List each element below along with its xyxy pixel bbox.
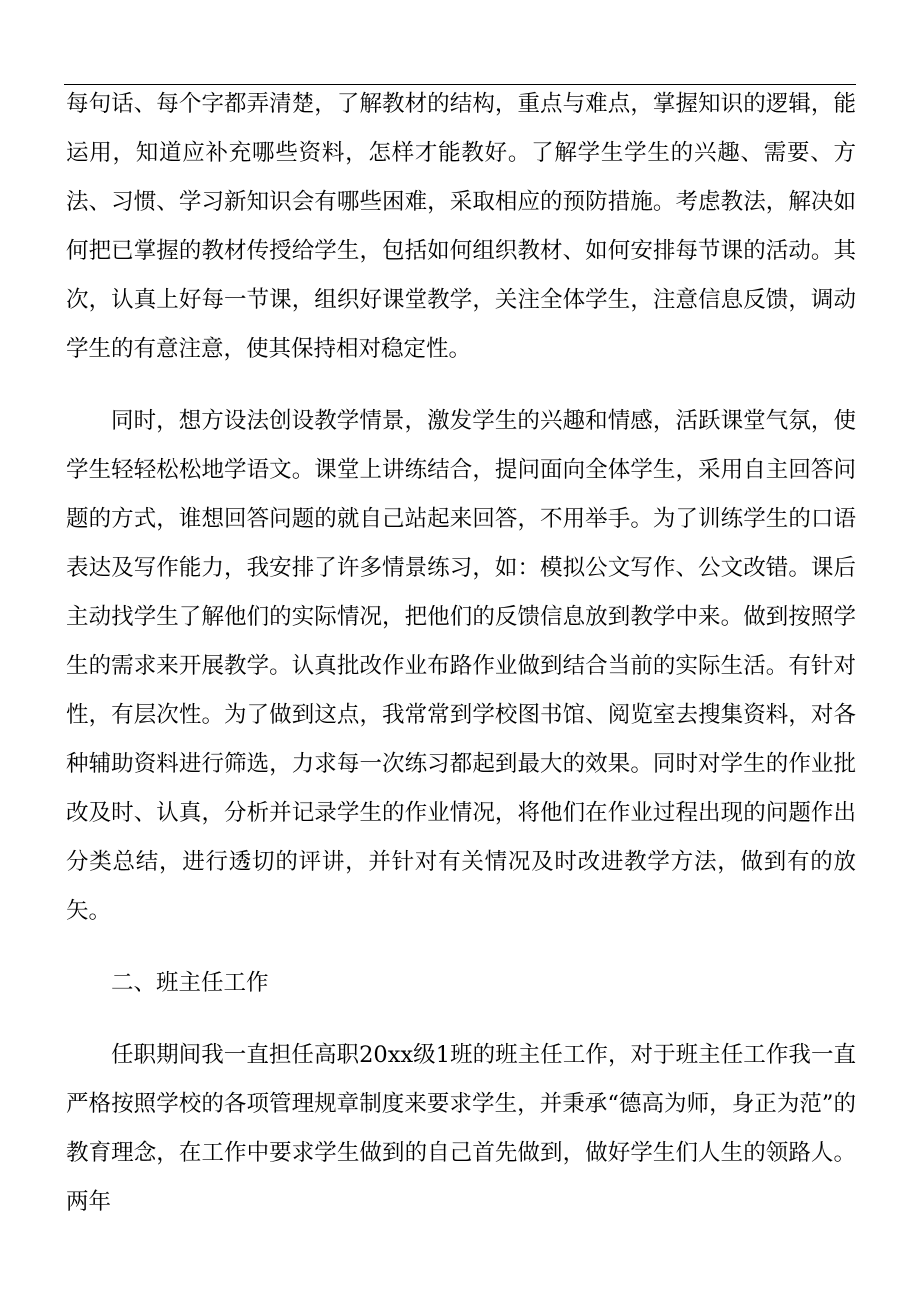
paragraph-head-teacher-duties: 任职期间我一直担任高职20xx级1班的班主任工作，对于班主任工作我一直严格按照学校的各项管理规章制度来要求学生，并秉承“德高为师，身正为范”的教育理念，在工作中要求学生做到的自己首先做到，做好学生们人生的领路人。两年 (66, 1042, 856, 1215)
section-heading-head-teacher-work: 二、班主任工作 (111, 970, 269, 996)
paragraph-classroom-teaching: 同时，想方设法创设教学情景，激发学生的兴趣和情感，活跃课堂气氛，使学生轻轻松松地学语文。课堂上讲练结合，提问面向全体学生，采用自主回答问题的方式，谁想回答问题的就自己站起来回答，不用举手。为了训练学生的口语表达及写作能力，我安排了许多情景练习，如：模拟公文写作、公文改错。课后主动找学生了解他们的实际情况，把他们的反馈信息放到教学中来。做到按照学生的需求来开展教学。认真批改作业布路作业做到结合当前的实际生活。有针对性，有层次性。为了做到这点，我常常到学校图书馆、阅览室去搜集资料，对各种辅助资料进行筛选，力求每一次练习都起到最大的效果。同时对学生的作业批改及时、认真，分析并记录学生的作业情况，将他们在作业过程出现的问题作出分类总结，进行透切的评讲，并针对有关情况及时改进教学方法，做到有的放矢。 (66, 408, 856, 924)
document-body (66, 80, 856, 1227)
paragraph-lesson-prep-continued: 每句话、每个字都弄清楚，了解教材的结构，重点与难点，掌握知识的逻辑，能运用，知道应补充哪些资料，怎样才能教好。了解学生学生的兴趣、需要、方法、习惯、学习新知识会有哪些困难，采取相应的预防措施。考虑教法，解决如何把已掌握的教材传授给学生，包括如何组织教材、如何安排每节课的活动。其次，认真上好每一节课，组织好课堂教学，关注全体学生，注意信息反馈，调动学生的有意注意，使其保持相对稳定性。 (66, 91, 856, 362)
